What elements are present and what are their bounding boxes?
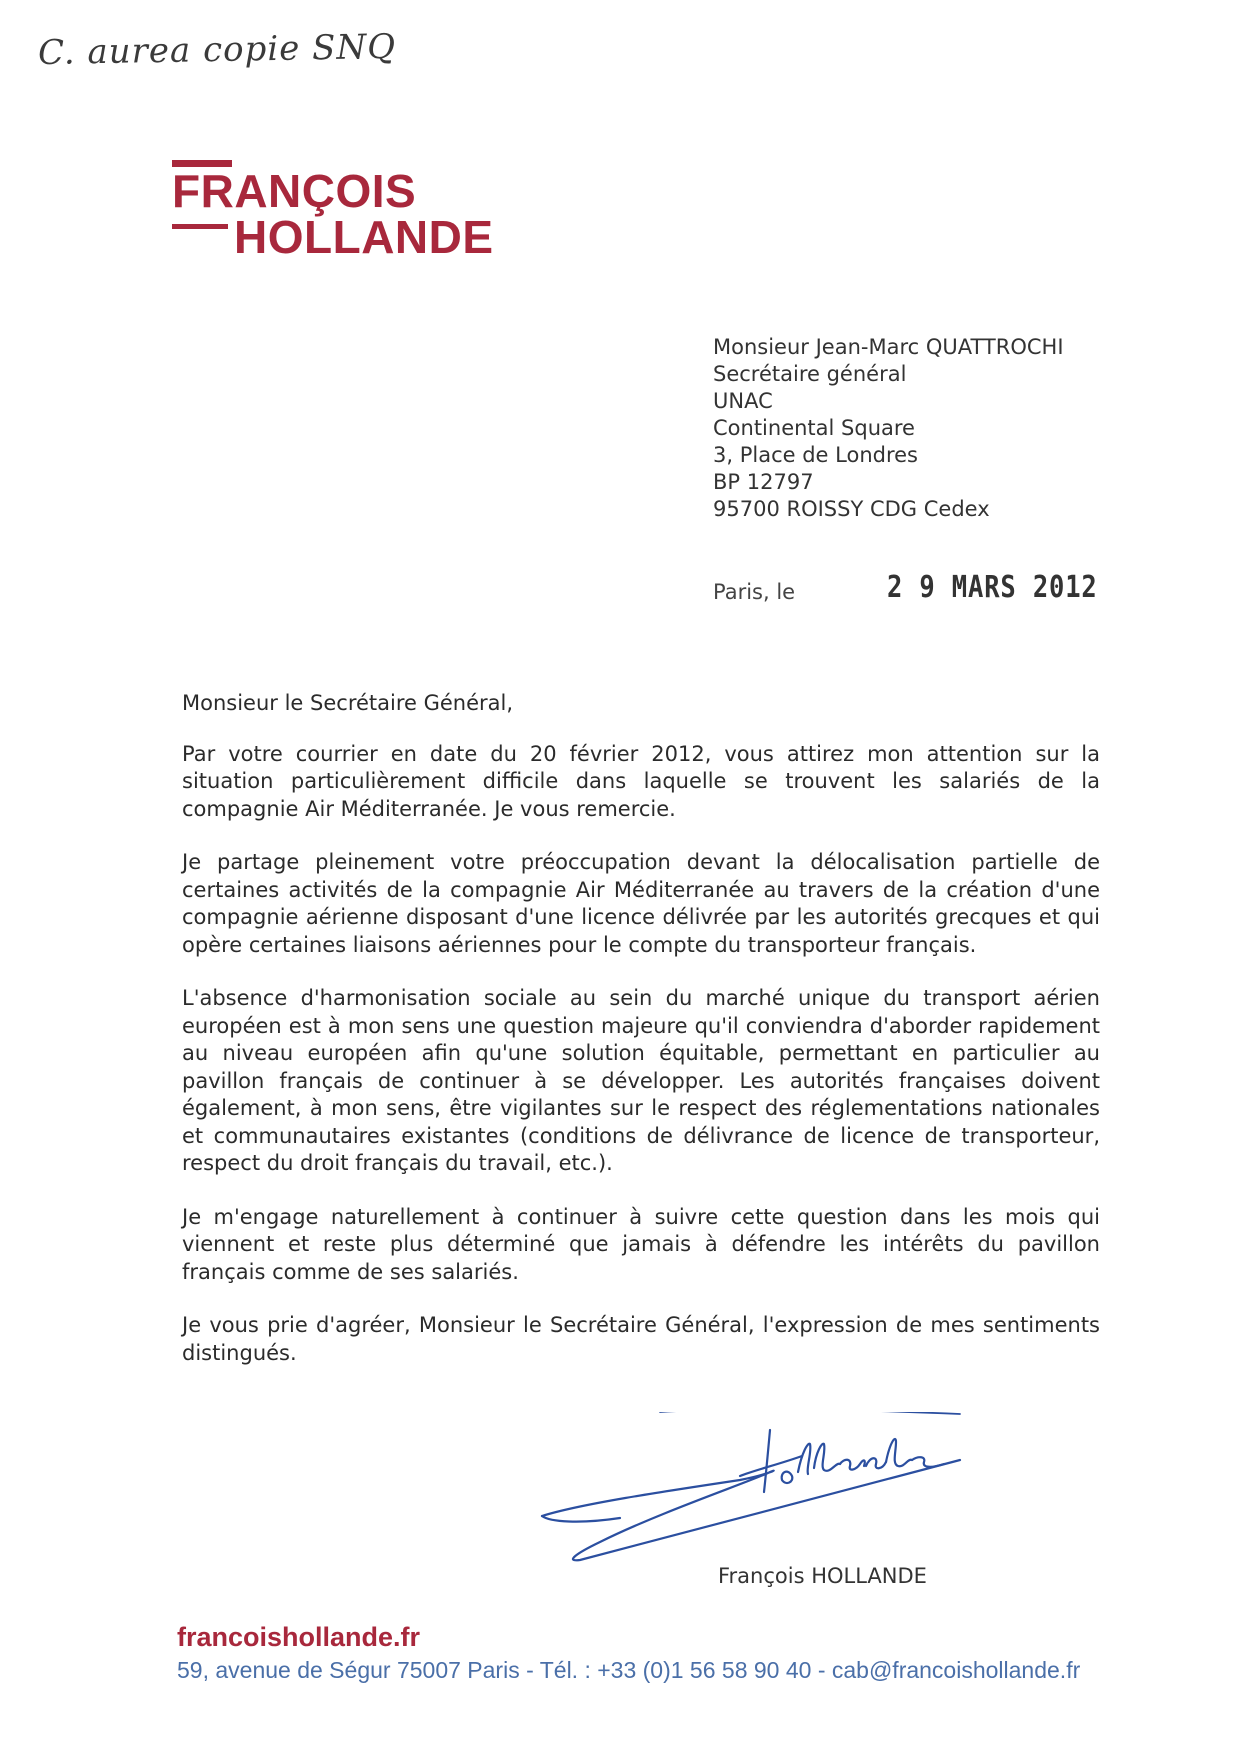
- paragraph-4: Je m'engage naturellement à continuer à suivre cette question dans les mois qui viennent et reste plus déterminé que jamais à défendre les intérêts du pavillon français comme de ses salariés.: [182, 1204, 1100, 1284]
- paragraph-2: Je partage pleinement votre préoccupation devant la délocalisation partielle de certaines activités de la compagnie Air Méditerranée au travers de la création d'une compagnie aérienne disposant d'une licence délivrée par les autorités grecques et qui opère certaines liaisons aériennes pour le compte du transporteur français.: [182, 850, 1100, 957]
- logo-last-name: HOLLANDE: [234, 211, 494, 263]
- salutation: Monsieur le Secrétaire Général,: [182, 691, 514, 715]
- handwritten-signature: [540, 1412, 980, 1572]
- letter-body: [182, 690, 1100, 1393]
- recipient-city: 95700 ROISSY CDG Cedex: [713, 497, 990, 521]
- recipient-address-block: [713, 334, 1064, 523]
- footer-contact-address: 59, avenue de Ségur 75007 Paris - Tél. : +33 (0)1 56 58 90 40 - cab@francoishollande.fr: [177, 1657, 1081, 1683]
- handwritten-annotation: C. aurea copie SNQ: [37, 26, 397, 74]
- recipient-po-box: BP 12797: [713, 470, 814, 494]
- dateline-place: Paris, le: [713, 580, 796, 604]
- date-stamp: 2 9 MARS 2012: [887, 570, 1098, 605]
- recipient-building: Continental Square: [713, 416, 915, 440]
- closing-paragraph: Je vous prie d'agréer, Monsieur le Secrétaire Général, l'expression de mes sentiments distingués.: [182, 1313, 1100, 1365]
- recipient-street: 3, Place de Londres: [713, 443, 918, 467]
- paragraph-1: Par votre courrier en date du 20 février 2012, vous attirez mon attention sur la situation particulièrement difficile dans laquelle se trouvent les salariés de la compagnie Air Méditerranée. Je vous remercie.: [182, 741, 1100, 821]
- footer-website-link[interactable]: francoishollande.fr: [177, 1622, 421, 1652]
- recipient-organization: UNAC: [713, 389, 773, 413]
- logo-bar-middle: [172, 224, 228, 229]
- paragraph-3: L'absence d'harmonisation sociale au sein du marché unique du transport aérien européen est à mon sens une question majeure qu'il conviendra d'aborder rapidement au niveau européen afin qu'une solution équitable, permettant en particulier au pavillon français de continuer à se développer. Les autorités françaises doivent également, à mon sens, être vigilantes sur le respect des réglementations nationales et communautaires existantes (conditions de délivrance de licence de transporteur, respect du droit français du travail, etc.).: [182, 986, 1100, 1175]
- signatory-name: François HOLLANDE: [718, 1564, 927, 1588]
- recipient-title: Secrétaire général: [713, 362, 907, 386]
- recipient-name: Monsieur Jean-Marc QUATTROCHI: [713, 335, 1064, 359]
- logo-first-name: FRANÇOIS: [172, 165, 417, 217]
- letterhead-logo: [172, 158, 512, 263]
